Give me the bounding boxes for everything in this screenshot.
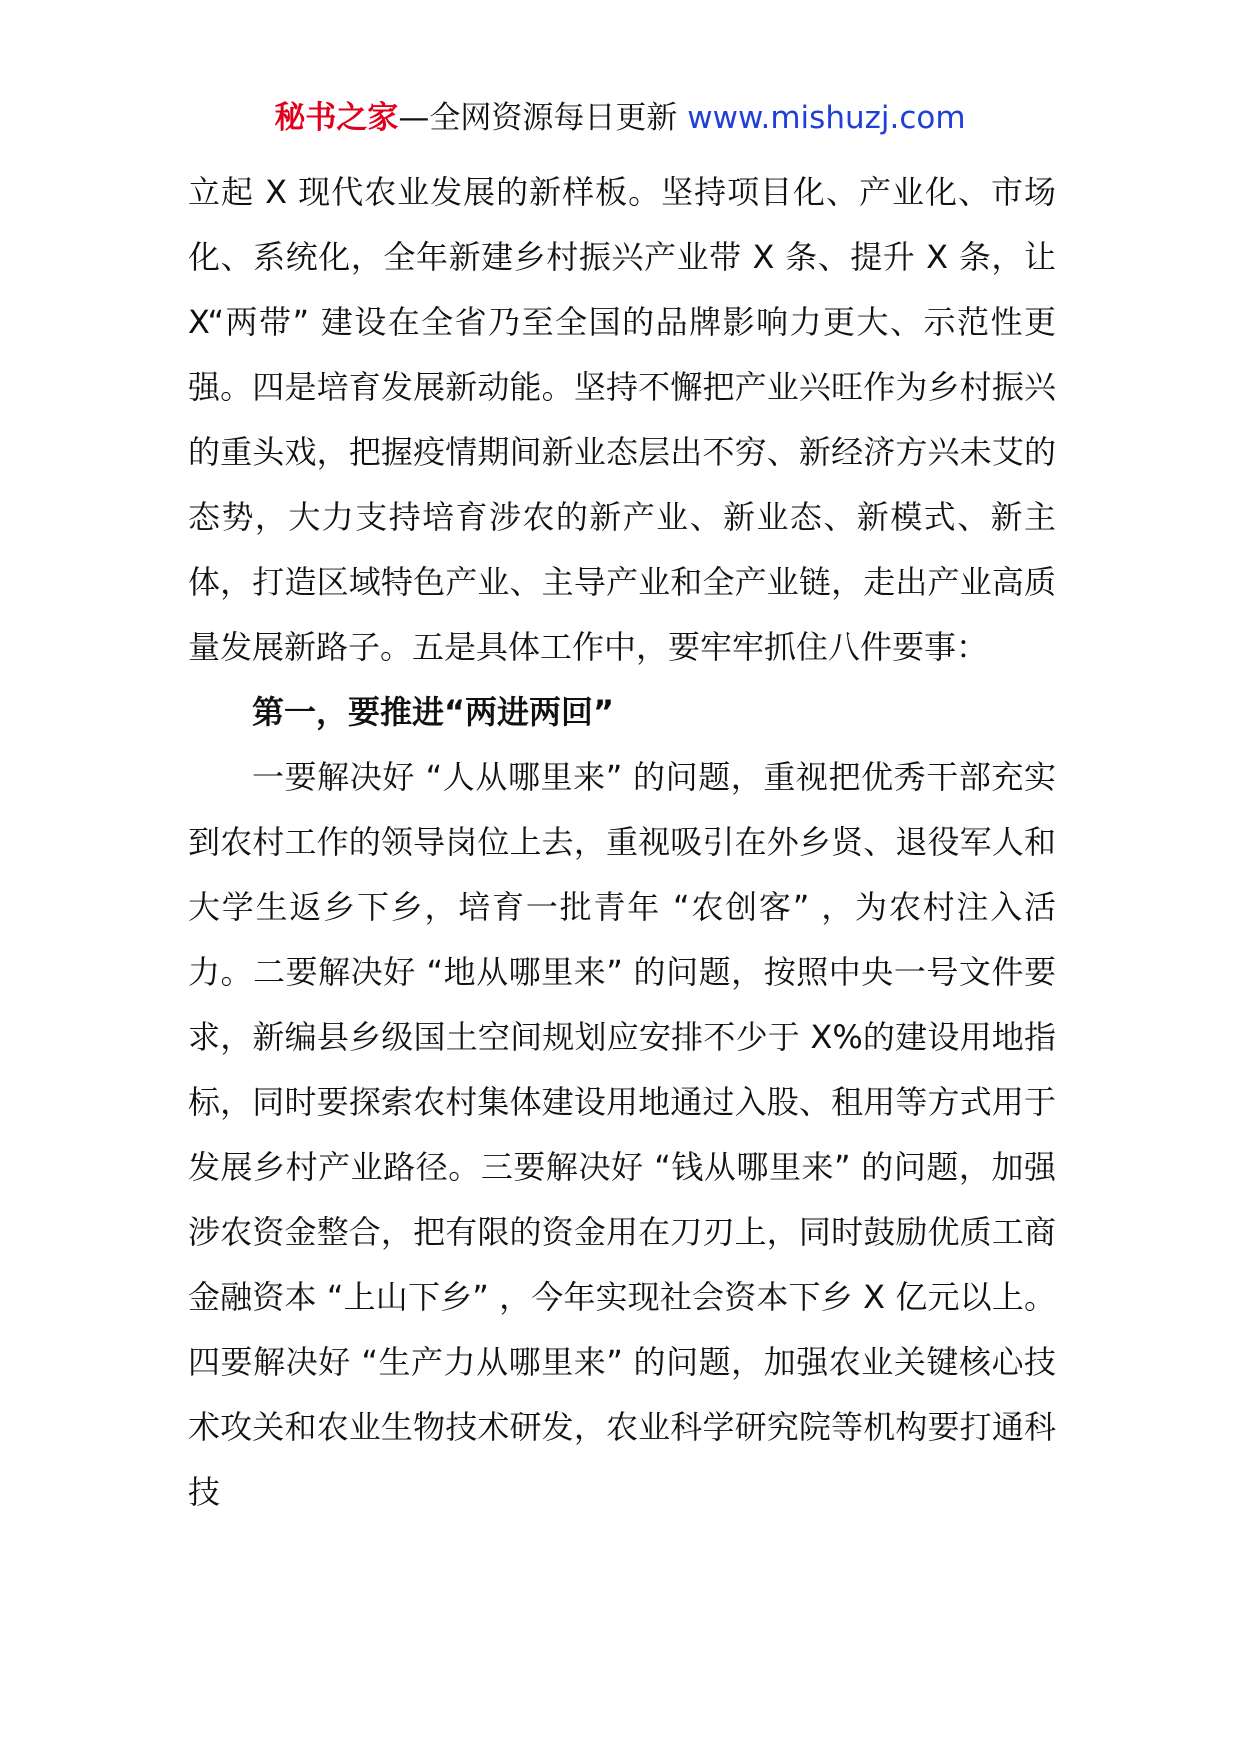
site-header <box>0 98 1240 138</box>
paragraph-1: 立起 X 现代农业发展的新样板。坚持项目化、产业化、市场化、系统化，全年新建乡村振兴产业带 X 条、提升 X 条，让 X“两带” 建设在全省乃至全国的品牌影响力更大、示范性更强。四是培育发展新动能。坚持不懈把产业兴旺作为乡村振兴的重头戏，把握疫情期间新业态层出不穷、新经济方兴未艾的态势，大力支持培育涉农的新产业、新业态、新模式、新主体，打造区域特色产业、主导产业和全产业链，走出产业高质量发展新路子。五是具体工作中，要牢牢抓住八件要事： <box>188 173 1056 666</box>
site-url-link[interactable]: www.mishuzj.com <box>687 100 966 136</box>
paragraph-2: 一要解决好 “人从哪里来” 的问题，重视把优秀干部充实到农村工作的领导岗位上去，重视吸引在外乡贤、退役军人和大学生返乡下乡，培育一批青年 “农创客” ，为农村注入活力。二要解决好 “地从哪里来” 的问题，按照中央一号文件要求，新编县乡级国土空间规划应安排不少于 X%的建设用地指标，同时要探索农村集体建设用地通过入股、租用等方式用于发展乡村产业路径。三要解决好 “钱从哪里来” 的问题，加强涉农资金整合，把有限的资金用在刀刃上，同时鼓励优质工商金融资本 “上山下乡” ，今年实现社会资本下乡 X 亿元以上。四要解决好 “生产力从哪里来” 的问题，加强农业关键核心技术攻关和农业生物技术研发，农业科学研究院等机构要打通科技 <box>188 758 1056 1511</box>
brand-name: 秘书之家 <box>274 100 399 136</box>
document-body <box>188 160 1056 1525</box>
header-tagline: —全网资源每日更新 <box>398 100 688 136</box>
section-heading-1: 第一，要推进“两进两回” <box>252 693 615 731</box>
